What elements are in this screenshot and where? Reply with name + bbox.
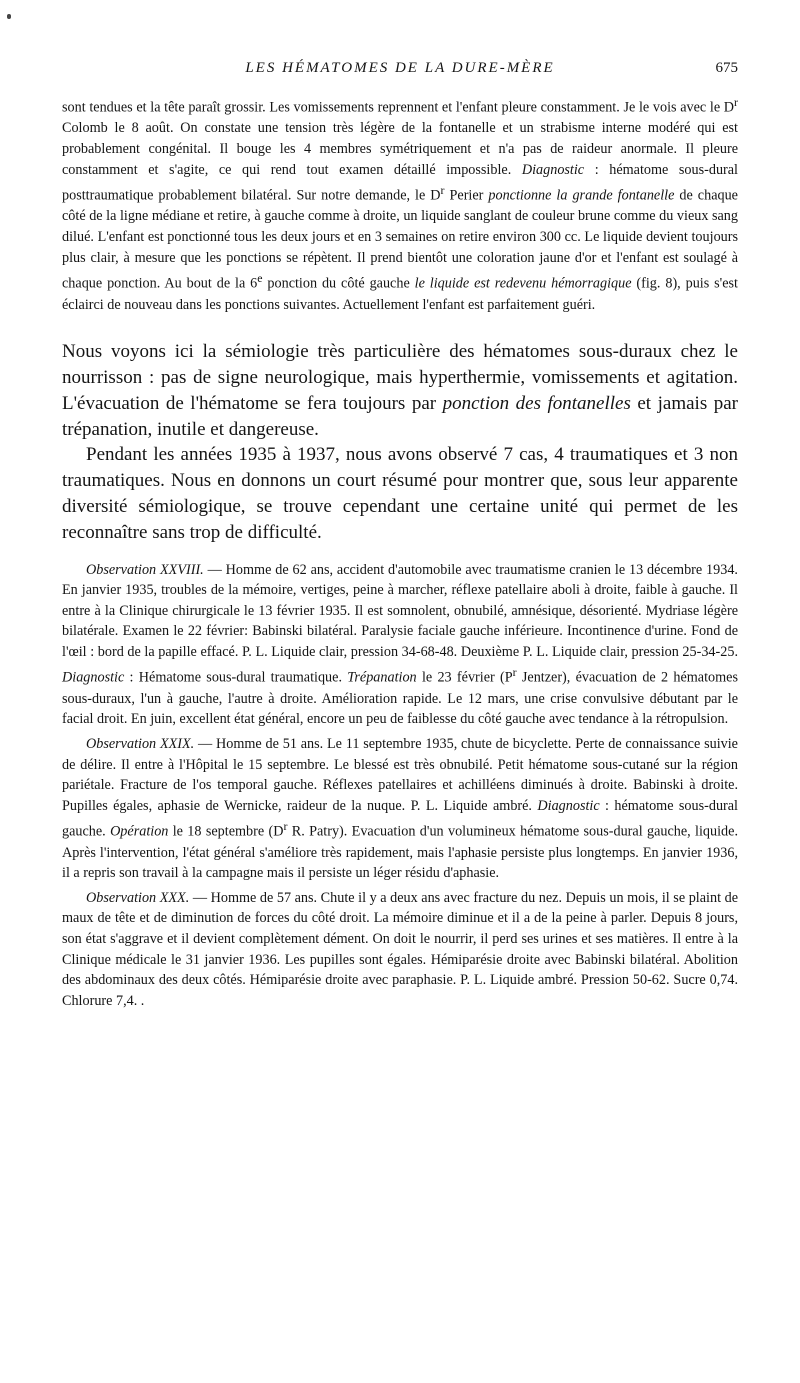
text-run: — Homme de 57 ans. Chute il y a deux ans avec fracture du nez. Depuis un mois, il se plaint de maux de tête et de diminution de forces du côté droit. La mémoire diminue et il a de la peine à parler. Depuis 8 jours, son état s'aggrave et il devient complètement dément. On doit le nourrir, il perd ses urines et ses matières. Il entre à la Clinique médicale le 31 janvier 1936. Les pupilles sont égales. Hémiparésie droite avec Babinski bilatéral. Abolition des abdominaux des deux côtés. Hémiparésie droite avec paraphasie. P. L. Liquide ambré. Pression 50-62. Sucre 0,74. Chlorure 7,4. . — [62, 889, 738, 1009]
italic-run: Trépanation — [347, 670, 417, 687]
superscript: r — [512, 665, 517, 680]
main-text — [62, 339, 738, 545]
italic-run: Diagnostic — [537, 797, 600, 814]
text-run: de chaque côté de la ligne médiane et retire, à gauche comme à droite, un liquide sanglant de couleur brune comme du vieux sang dilué. L'enfant est ponctionné tous les deux jours et en 3 semaines on retire environ 300 cc. Le liquide devient toujours plus clair, à mesure que les ponctions se répètent. Il prend bientôt une coloration jaune d'or et l'enfant est soulagé à chaque ponction. Au bout de la 6 — [62, 187, 738, 292]
case-paragraph — [62, 92, 738, 315]
text-run: et jamais par trépanation, inutile et dangereuse. — [62, 392, 738, 440]
superscript: r — [440, 183, 445, 198]
observation-paragraph — [62, 560, 738, 730]
text-run: sont tendues et la tête paraît grossir. Les vomissements reprennent et l'enfant pleure constamment. Je le vois avec le D — [62, 99, 735, 116]
observation-label: Observation XXIX. — [86, 736, 195, 752]
text-run: R. Patry). Evacuation d'un volumineux hématome sous-dural gauche, liquide. Après l'intervention, l'état général s'améliore très rapidement, mais l'aphasie persiste plus longtemps. En janvier 1936, il a repris son travail à la campagne mais il persiste un léger résidu d'aphasie. — [62, 824, 738, 882]
text-run: : hématome sous-dural posttraumatique probablement bilatéral. Sur notre demande, le D — [62, 161, 739, 204]
italic-run: Diagnostic — [521, 161, 585, 178]
page-header — [62, 60, 738, 90]
superscript: e — [257, 271, 263, 286]
observation-xxviii — [62, 560, 738, 730]
text-run: — Homme de 51 ans. Le 11 septembre 1935, chute de bicyclette. Perte de connaissance suivie de délire. Il entre à l'Hôpital le 15 septembre. Le blessé est très obnubilé. Petit hématome sous-cutané sur la région pariétale. Fracture de l'os temporal gauche. Réflexes patellaires et achilléens diminués à droite. Babinski à droite. Pupilles égales, aphasie de Wernicke, raideur de la nuque. P. L. Liquide ambré. — [62, 736, 738, 814]
case-continuation — [62, 92, 738, 315]
page — [62, 60, 738, 1011]
italic-run: le liquide est redevenu hémorragique — [414, 275, 632, 292]
text-run: Perier — [444, 187, 489, 204]
observation-paragraph — [62, 734, 738, 884]
observation-paragraph — [62, 888, 738, 1012]
running-title: LES HÉMATOMES DE LA DURE-MÈRE — [245, 60, 555, 76]
text-run: : Hématome sous-dural traumatique. — [124, 670, 348, 687]
print-speck — [7, 14, 11, 19]
text-run: ponction du côté gauche — [262, 275, 415, 292]
text-run: Nous voyons ici la sémiologie très particulière des hématomes sous-duraux chez le nourrisson : pas de signe neurologique, mais hyperthermie, vomissements et agitation. L'évacuation de l'hématome se fera toujours par — [62, 341, 738, 414]
observation-xxix — [62, 734, 738, 884]
text-run: Colomb le 8 août. On constate une tension très légère de la fontanelle et un strabisme interne modéré qui est probablement congénital. Il bouge les 4 membres symétriquement et n'a pas de raideur anormale. Il pleure constamment et s'agite, ce qui rend tout examen détaillé impossible. — [62, 120, 738, 178]
text-run: — Homme de 62 ans, accident d'automobile avec traumatisme cranien le 13 décembre 1934. En janvier 1935, troubles de la mémoire, vertiges, peine à marcher, réflexe patellaire aboli à droite, faible à gauche. Il entre à la Clinique chirurgicale le 13 février 1935. Il est somnolent, obnubilé, amnésique, désorienté. Mydriase légère bilatérale. Examen le 22 février: Babinski bilatéral. Paralysie faciale gauche inférieure. Incontinence d'urine. Fond de l'œil : bord de la papille effacé. P. L. Liquide clair, pression 34-68-48. Deuxième P. L. Liquide clair, pression 25-34-25. — [62, 561, 738, 660]
observation-label: Observation XXVIII. — [86, 561, 204, 578]
italic-run: Opération — [110, 824, 169, 841]
observation-xxx — [62, 888, 738, 1012]
superscript: r — [734, 95, 738, 109]
italic-run: ponction des fontanelles — [442, 392, 631, 414]
main-paragraph-2: Pendant les années 1935 à 1937, nous avons observé 7 cas, 4 traumatiques et 3 non traumatiques. Nous en donnons un court résumé pour montrer que, sous leur apparente diversité sémiologique, se trouve cependant une certaine unité qui permet de les reconnaître sans trop de difficulté. — [62, 444, 738, 543]
main-paragraph-1 — [62, 339, 738, 442]
text-run: le 23 février (P — [416, 670, 513, 687]
observation-label: Observation XXX. — [86, 889, 190, 906]
text-run: Jentzer), évacuation de 2 hématomes sous-duraux, l'un à gauche, l'autre à droite. Amélioration rapide. Le 12 mars, une crise convulsive débutant par le facial droit. En juin, excellent état général, encore un peu de faiblesse du côté gauche avec tendance à la rétropulsion. — [62, 670, 738, 728]
italic-run: ponctionne la grande fontanelle — [488, 187, 675, 204]
text-run: : hématome sous-dural gauche. — [62, 797, 738, 841]
italic-run: Diagnostic — [62, 670, 125, 687]
text-run: (fig. 8), puis s'est éclairci de nouveau dans les ponctions suivantes. Actuellement l'enfant est parfaitement guéri. — [62, 275, 738, 313]
superscript: r — [283, 819, 288, 834]
page-number: 675 — [715, 60, 738, 76]
text-run: le 18 septembre (D — [168, 824, 284, 841]
